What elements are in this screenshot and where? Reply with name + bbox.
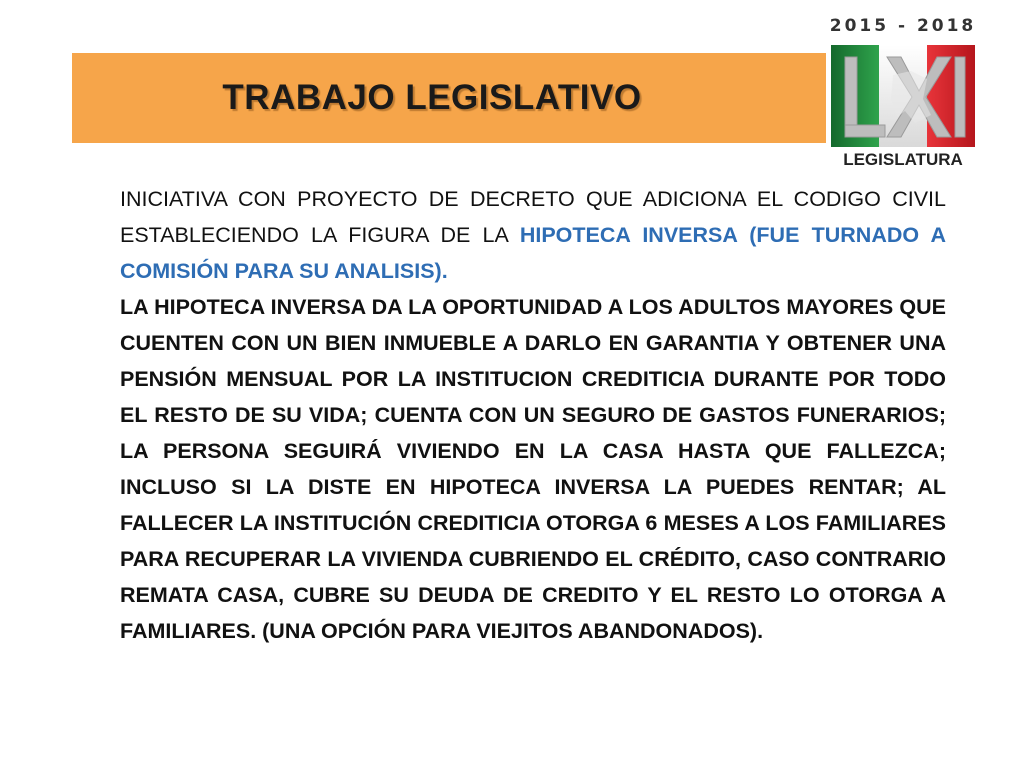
logo-label: LEGISLATURA [843, 150, 963, 169]
page-title: TRABAJO LEGISLATIVO [222, 78, 642, 117]
logo-years: 2015 - 2018 [829, 16, 977, 36]
highlight-text: HIPOTECA INVERSA (FUE TURNADO A COMISIÓN PARA SU ANALISIS). [120, 223, 947, 283]
flag-emblem-icon [831, 45, 975, 160]
initiative-text: INICIATIVA CON PROYECTO DE DECRETO QUE ADICIONA EL CODIGO CIVIL ESTABLECIENDO LA FIGURA DE LA [120, 187, 946, 247]
slide-body [120, 181, 946, 649]
paragraph-description: LA HIPOTECA INVERSA DA LA OPORTUNIDAD A LOS ADULTOS MAYORES QUE CUENTEN CON UN BIEN INMUEBLE A DARLO EN GARANTIA Y OBTENER UNA PENSIÓN MENSUAL POR LA INSTITUCION CREDITICIA DURANTE POR TODO EL RESTO DE SU VIDA; CUENTA CON UN SEGURO DE GASTOS FUNERARIOS; LA PERSONA SEGUIRÁ VIVIENDO EN LA CASA HASTA QUE FALLEZCA; INCLUSO SI LA DISTE EN HIPOTECA INVERSA LA PUEDES RENTAR; AL FALLECER LA INSTITUCIÓN CREDITICIA OTORGA 6 MESES A LOS FAMILIARES PARA RECUPERAR LA VIVIENDA CUBRIENDO EL CRÉDITO, CASO CONTRARIO REMATA CASA, CUBRE SU DEUDA DE CREDITO Y EL RESTO LO OTORGA A FAMILIARES. (UNA OPCIÓN PARA VIEJITOS ABANDONADOS). [120, 295, 946, 643]
paragraph-initiative [120, 181, 946, 289]
legislatura-logo [828, 16, 978, 176]
